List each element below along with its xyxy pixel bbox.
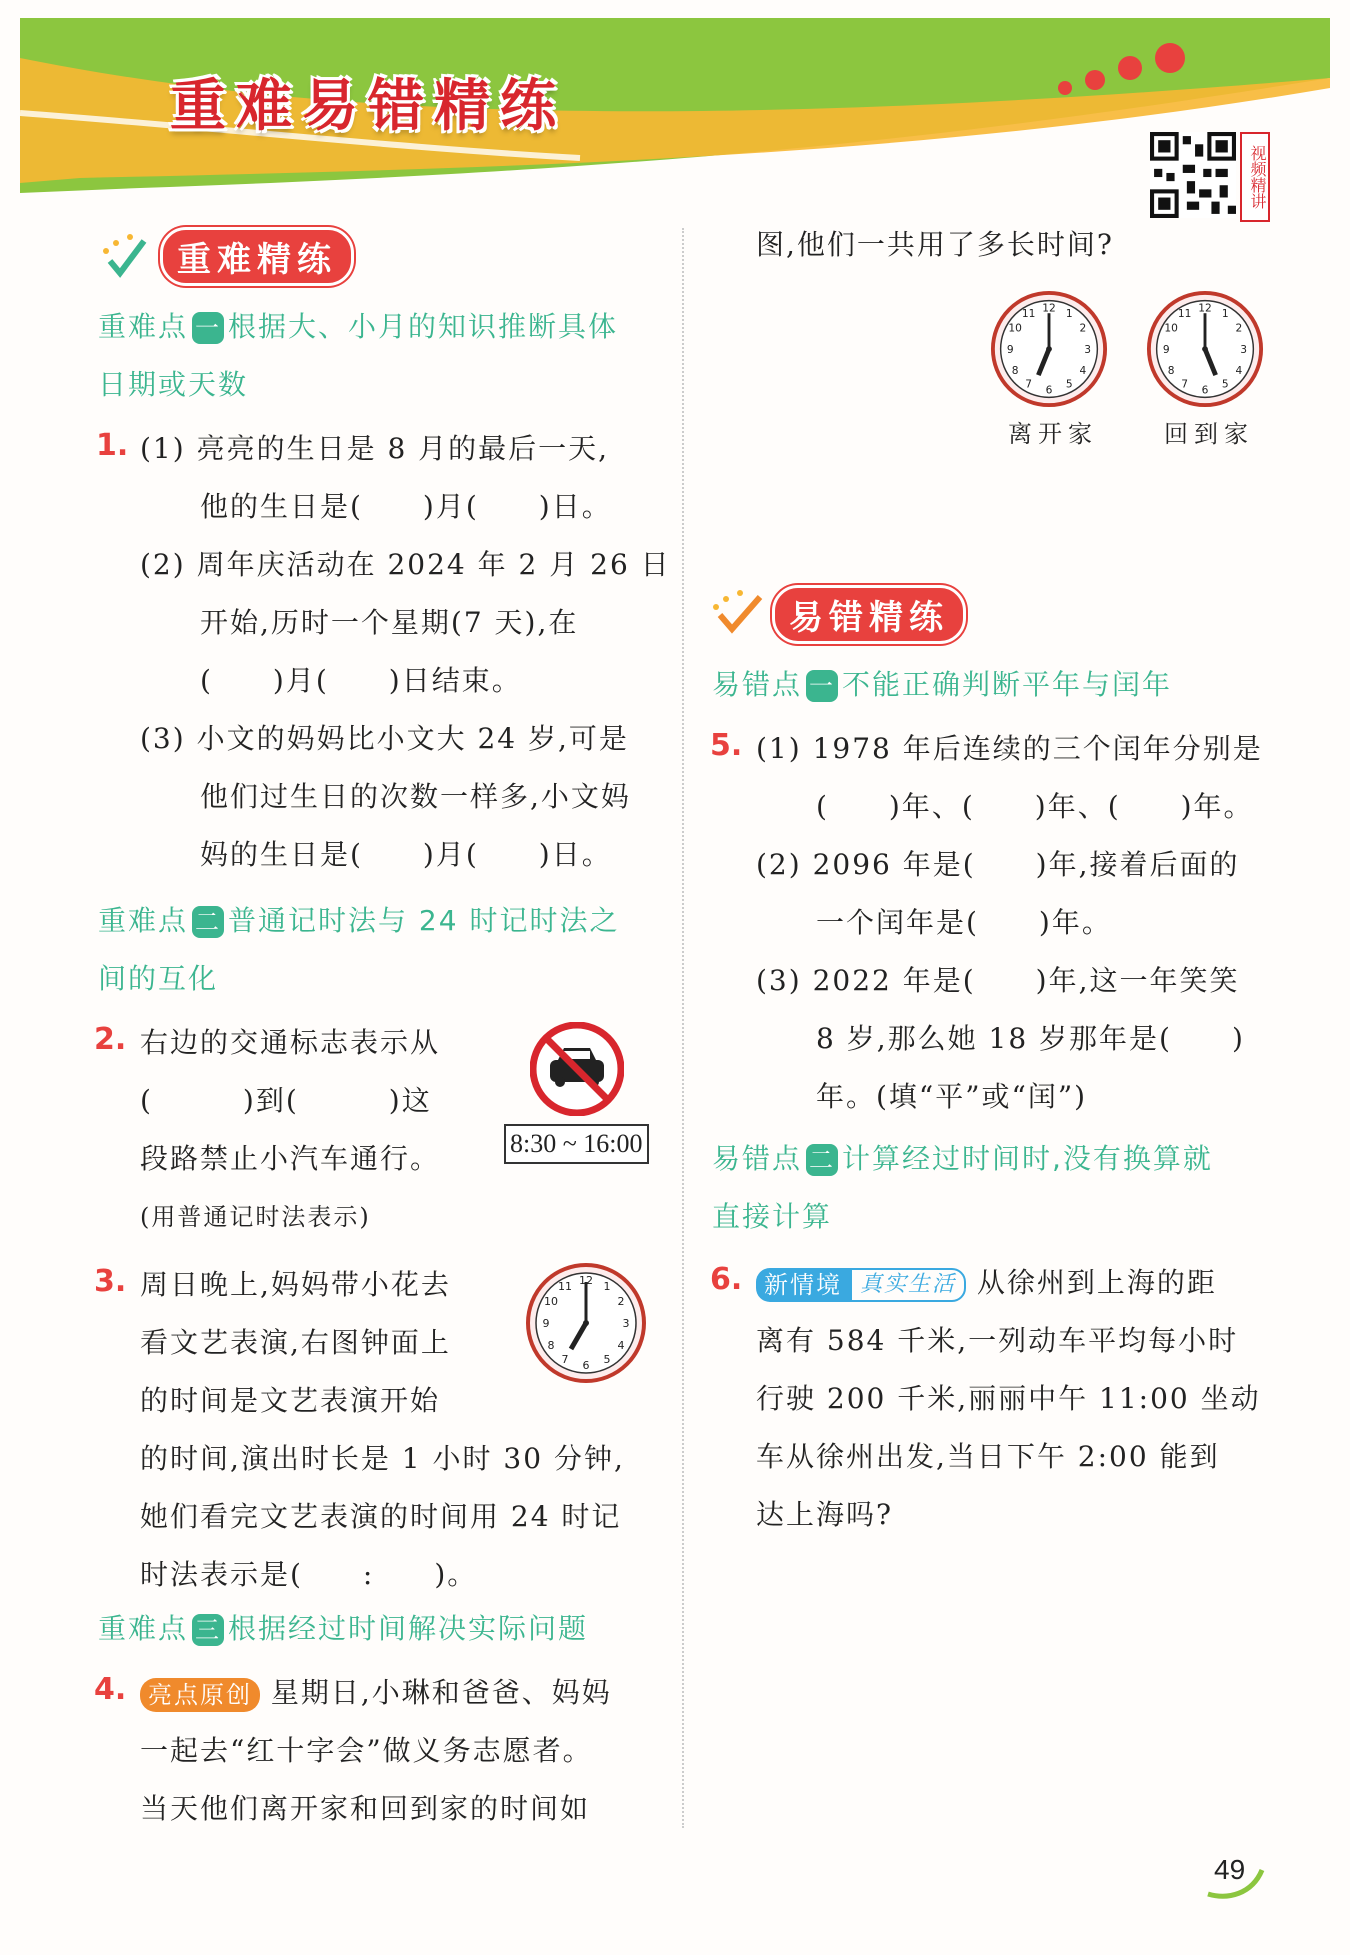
error-point-prefix: 易错点 bbox=[712, 668, 803, 701]
q5-part1-line1: (1) 1978 年后连续的三个闰年分别是 bbox=[756, 732, 1263, 765]
original-tag: 亮点原创 bbox=[140, 1678, 260, 1712]
svg-text:8: 8 bbox=[1011, 364, 1019, 378]
q6-line5: 达上海吗? bbox=[756, 1498, 894, 1531]
svg-text:5: 5 bbox=[1221, 377, 1229, 391]
svg-text:9: 9 bbox=[542, 1317, 550, 1330]
svg-text:11: 11 bbox=[1177, 307, 1192, 321]
section-title: 重难精练 bbox=[160, 227, 354, 286]
q3-line3: 的时间是文艺表演开始 bbox=[140, 1384, 441, 1417]
clock-leave-home-icon bbox=[990, 290, 1108, 408]
question-2-text bbox=[140, 1014, 440, 1246]
question-4-text bbox=[140, 1664, 612, 1838]
q1-part2-line3: ( )月( )日结束。 bbox=[200, 664, 522, 697]
svg-text:4: 4 bbox=[617, 1339, 625, 1352]
q4-line2: 一起去“红十字会”做义务志愿者。 bbox=[140, 1734, 593, 1767]
svg-text:3: 3 bbox=[1240, 342, 1248, 356]
svg-text:7: 7 bbox=[1025, 377, 1033, 391]
svg-text:7: 7 bbox=[561, 1353, 569, 1366]
svg-text:6: 6 bbox=[1045, 383, 1053, 397]
question-5-text bbox=[756, 720, 1263, 1126]
real-life-tag: 真实生活 bbox=[850, 1268, 966, 1302]
q1-part1-line1: (1) 亮亮的生日是 8 月的最后一天, bbox=[140, 432, 610, 465]
q3-line6: 时法表示是( : )。 bbox=[140, 1558, 478, 1591]
new-context-tag: 新情境 bbox=[756, 1268, 850, 1302]
question-6-text bbox=[756, 1254, 1261, 1544]
q2-line2: ( )到( )这 bbox=[140, 1084, 432, 1117]
question-1-text bbox=[140, 420, 671, 884]
svg-text:12: 12 bbox=[579, 1274, 593, 1287]
key-point-text: 普通记时法与 24 时记时法之 bbox=[228, 904, 620, 937]
key-point-badge: 三 bbox=[192, 1614, 224, 1646]
q3-line1: 周日晚上,妈妈带小花去 bbox=[140, 1268, 451, 1301]
q1-part1-line2: 他的生日是( )月( )日。 bbox=[200, 490, 612, 523]
q1-part3-line3: 妈的生日是( )月( )日。 bbox=[200, 838, 612, 871]
key-point-2 bbox=[98, 892, 619, 1008]
svg-text:3: 3 bbox=[622, 1317, 630, 1330]
q4-line3: 当天他们离开家和回到家的时间如 bbox=[140, 1792, 591, 1825]
svg-text:11: 11 bbox=[1021, 307, 1036, 321]
svg-text:6: 6 bbox=[582, 1359, 590, 1372]
svg-text:4: 4 bbox=[1079, 364, 1087, 378]
check-mark-icon bbox=[712, 589, 768, 639]
error-point-badge: 一 bbox=[806, 670, 838, 702]
no-cars-sign-icon bbox=[530, 1022, 624, 1116]
qr-caption: 视频精讲 bbox=[1240, 132, 1270, 222]
q2-line4: (用普通记时法表示) bbox=[140, 1203, 371, 1231]
q4-line1: 星期日,小琳和爸爸、妈妈 bbox=[270, 1676, 612, 1709]
svg-text:5: 5 bbox=[603, 1353, 611, 1366]
svg-text:1: 1 bbox=[603, 1280, 611, 1293]
svg-text:9: 9 bbox=[1006, 342, 1014, 356]
star-check-icon bbox=[100, 231, 156, 281]
q5-part1-line2: ( )年、( )年、( )年。 bbox=[816, 790, 1254, 823]
svg-text:3: 3 bbox=[1084, 342, 1092, 356]
svg-text:7: 7 bbox=[1181, 377, 1189, 391]
clock-face-icon bbox=[525, 1262, 647, 1384]
svg-text:1: 1 bbox=[1221, 307, 1229, 321]
svg-text:10: 10 bbox=[1164, 321, 1178, 335]
svg-text:12: 12 bbox=[1042, 301, 1056, 315]
qr-code-icon[interactable] bbox=[1150, 132, 1236, 218]
key-point-1 bbox=[98, 298, 618, 414]
q6-line2: 离有 584 千米,一列动车平均每小时 bbox=[756, 1324, 1239, 1357]
svg-text:2: 2 bbox=[617, 1295, 625, 1308]
svg-text:10: 10 bbox=[1008, 321, 1022, 335]
section-header-key-practice bbox=[100, 230, 354, 282]
question-number: 2. bbox=[94, 1022, 127, 1057]
q3-line2: 看文艺表演,右图钟面上 bbox=[140, 1326, 451, 1359]
q1-part2-line2: 开始,历时一个星期(7 天),在 bbox=[200, 606, 579, 639]
page-number: 49 bbox=[1214, 1854, 1246, 1885]
error-point-text-cont: 直接计算 bbox=[712, 1200, 833, 1233]
question-number: 3. bbox=[94, 1264, 127, 1299]
key-point-text: 根据经过时间解决实际问题 bbox=[228, 1612, 589, 1645]
svg-text:1: 1 bbox=[1065, 307, 1073, 321]
column-divider bbox=[682, 228, 684, 1828]
q5-part3-line2: 8 岁,那么她 18 岁那年是( ) bbox=[816, 1022, 1245, 1055]
svg-text:2: 2 bbox=[1079, 321, 1087, 335]
q5-part2-line1: (2) 2096 年是( )年,接着后面的 bbox=[756, 848, 1240, 881]
svg-text:11: 11 bbox=[558, 1280, 572, 1293]
clock-back-home-icon bbox=[1146, 290, 1264, 408]
svg-text:10: 10 bbox=[544, 1295, 558, 1308]
error-point-2 bbox=[712, 1130, 1213, 1246]
page-title: 重难易错精练 bbox=[170, 74, 566, 139]
key-point-prefix: 重难点 bbox=[98, 310, 189, 343]
q4-line4: 图,他们一共用了多长时间? bbox=[756, 228, 1114, 261]
question-number: 6. bbox=[710, 1262, 743, 1297]
q5-part2-line2: 一个闰年是( )年。 bbox=[816, 906, 1112, 939]
key-point-badge: 二 bbox=[192, 906, 224, 938]
q1-part3-line2: 他们过生日的次数一样多,小文妈 bbox=[200, 780, 631, 813]
clock-label-return: 回到家 bbox=[1164, 420, 1254, 448]
sign-time-plate: 8:30 ~ 16:00 bbox=[504, 1124, 649, 1164]
error-point-text: 不能正确判断平年与闰年 bbox=[842, 668, 1173, 701]
svg-text:12: 12 bbox=[1198, 301, 1212, 315]
q2-line3: 段路禁止小汽车通行。 bbox=[140, 1142, 441, 1175]
q2-line1: 右边的交通标志表示从 bbox=[140, 1026, 441, 1059]
q5-part3-line1: (3) 2022 年是( )年,这一年笑笑 bbox=[756, 964, 1240, 997]
section-title: 易错精练 bbox=[772, 585, 966, 644]
key-point-3 bbox=[98, 1600, 588, 1658]
svg-text:5: 5 bbox=[1065, 377, 1073, 391]
question-number: 5. bbox=[710, 728, 743, 763]
svg-text:9: 9 bbox=[1162, 342, 1170, 356]
svg-text:2: 2 bbox=[1235, 321, 1243, 335]
key-point-text-cont: 日期或天数 bbox=[98, 368, 249, 401]
svg-text:8: 8 bbox=[1167, 364, 1175, 378]
q5-part3-line3: 年。(填“平”或“闰”) bbox=[816, 1080, 1088, 1113]
error-point-badge: 二 bbox=[806, 1144, 838, 1176]
error-point-text: 计算经过时间时,没有换算就 bbox=[842, 1142, 1213, 1175]
key-point-badge: 一 bbox=[192, 312, 224, 344]
q3-line5: 她们看完文艺表演的时间用 24 时记 bbox=[140, 1500, 622, 1533]
error-point-prefix: 易错点 bbox=[712, 1142, 803, 1175]
svg-text:4: 4 bbox=[1235, 364, 1243, 378]
q6-line4: 车从徐州出发,当日下午 2:00 能到 bbox=[756, 1440, 1220, 1473]
q1-part2-line1: (2) 周年庆活动在 2024 年 2 月 26 日 bbox=[140, 548, 671, 581]
section-header-error-practice bbox=[712, 588, 966, 640]
svg-text:8: 8 bbox=[547, 1339, 555, 1352]
question-number: 1. bbox=[96, 428, 129, 463]
key-point-prefix: 重难点 bbox=[98, 1612, 189, 1645]
q6-line1: 从徐州到上海的距 bbox=[976, 1266, 1217, 1299]
error-point-1 bbox=[712, 656, 1172, 714]
q6-line3: 行驶 200 千米,丽丽中午 11:00 坐动 bbox=[756, 1382, 1261, 1415]
question-number: 4. bbox=[94, 1672, 127, 1707]
key-point-text-cont: 间的互化 bbox=[98, 962, 219, 995]
key-point-prefix: 重难点 bbox=[98, 904, 189, 937]
q1-part3-line1: (3) 小文的妈妈比小文大 24 岁,可是 bbox=[140, 722, 629, 755]
clock-label-leave: 离开家 bbox=[1008, 420, 1098, 448]
key-point-text: 根据大、小月的知识推断具体 bbox=[228, 310, 619, 343]
svg-text:6: 6 bbox=[1201, 383, 1209, 397]
q3-line4: 的时间,演出时长是 1 小时 30 分钟, bbox=[140, 1442, 625, 1475]
